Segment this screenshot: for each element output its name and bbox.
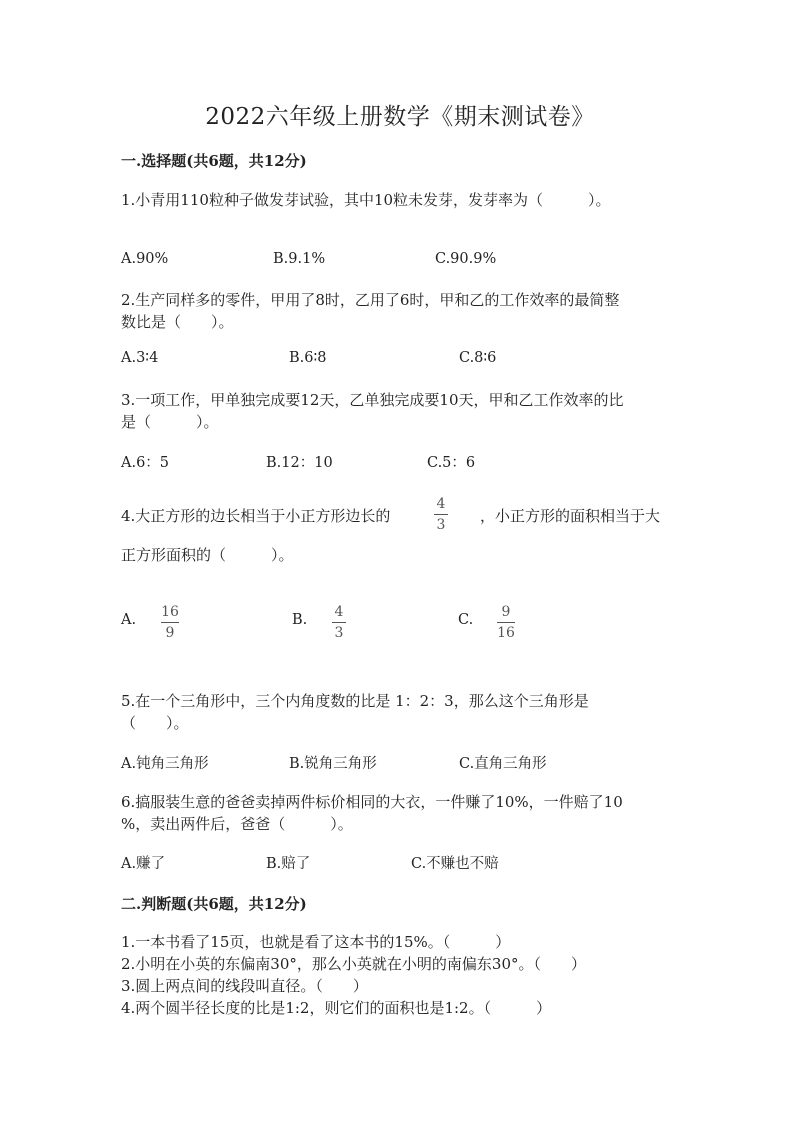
q6-option-b: B.赔了 (266, 856, 311, 872)
q4-option-c-label: C. (458, 612, 474, 628)
question-6-line-1: 6.搞服装生意的爸爸卖掉两件标价相同的大衣，一件赚了10%，一件赔了10 (121, 793, 623, 811)
question-3-line-1: 3.一项工作，甲单独完成要12天，乙单独完成要10天，甲和乙工作效率的比 (121, 391, 624, 409)
fraction-bar (434, 514, 448, 515)
q3-option-c: C.5：6 (427, 455, 476, 471)
q4-option-a-fraction (161, 604, 179, 641)
judgement-item-4: 4.两个圆半径长度的比是1:2，则它们的面积也是1:2。（ ） (121, 999, 552, 1017)
q6-option-c: C.不赚也不赔 (411, 856, 499, 872)
fraction-denominator: 9 (165, 625, 175, 641)
q1-option-a: A.90% (121, 251, 169, 267)
question-3-line-2: 是（ ）。 (121, 413, 219, 431)
question-2-line-1: 2.生产同样多的零件，甲用了8时，乙用了6时，甲和乙的工作效率的最简整 (121, 291, 620, 309)
fraction-numerator: 9 (501, 604, 511, 620)
q3-option-a: A.6：5 (121, 455, 170, 471)
page-title: 2022六年级上册数学《期末测试卷》 (205, 104, 595, 130)
fraction-numerator: 4 (436, 496, 446, 512)
fraction-numerator: 4 (334, 604, 344, 620)
fraction-bar (332, 622, 346, 623)
judgement-item-2: 2.小明在小英的东偏南30°，那么小英就在小明的南偏东30°。（ ） (121, 955, 586, 973)
question-2-line-2: 数比是（ ）。 (121, 313, 234, 331)
judgement-item-3: 3.圆上两点间的线段叫直径。（ ） (121, 977, 368, 995)
question-5-line-2: （ ）。 (121, 714, 189, 732)
question-5-line-1: 5.在一个三角形中，三个内角度数的比是 1：2：3，那么这个三角形是 (121, 692, 589, 710)
fraction-bar (497, 622, 515, 623)
q2-option-b: B.6∶8 (289, 350, 327, 366)
question-4-line-1-before: 4.大正方形的边长相当于小正方形边长的 (121, 507, 391, 525)
judgement-item-1: 1.一本书看了15页，也就是看了这本书的15%。（ ） (121, 933, 511, 951)
fraction-denominator: 3 (334, 625, 344, 641)
q2-option-c: C.8∶6 (459, 350, 497, 366)
q3-option-b: B.12：10 (266, 455, 333, 471)
q5-option-b: B.锐角三角形 (289, 756, 377, 772)
q4-option-a-label: A. (121, 612, 137, 628)
fraction-denominator: 3 (436, 517, 446, 533)
question-4-line-2: 正方形面积的（ ）。 (121, 546, 294, 564)
q4-option-b-label: B. (292, 612, 308, 628)
q4-option-c-fraction (497, 604, 515, 641)
section-heading-judgement: 二.判断题(共6题，共12分) (121, 895, 307, 913)
fraction-numerator: 16 (161, 604, 179, 620)
q1-option-c: C.90.9% (435, 251, 497, 267)
question-1-text: 1.小青用110粒种子做发芽试验，其中10粒未发芽，发芽率为（ ）。 (121, 191, 611, 209)
q2-option-a: A.3∶4 (121, 350, 159, 366)
question-6-line-2: %，卖出两件后，爸爸（ ）。 (121, 815, 353, 833)
q5-option-a: A.钝角三角形 (121, 756, 209, 772)
q5-option-c: C.直角三角形 (459, 756, 547, 772)
fraction-bar (161, 622, 179, 623)
question-4-line-1-after: ，小正方形的面积相当于大 (480, 507, 661, 525)
section-heading-choice: 一.选择题(共6题，共12分) (121, 152, 307, 170)
fraction-denominator: 16 (497, 625, 515, 641)
q4-fraction-4-3 (434, 496, 448, 533)
q4-option-b-fraction (332, 604, 346, 641)
q6-option-a: A.赚了 (121, 856, 166, 872)
q1-option-b: B.9.1% (273, 251, 326, 267)
